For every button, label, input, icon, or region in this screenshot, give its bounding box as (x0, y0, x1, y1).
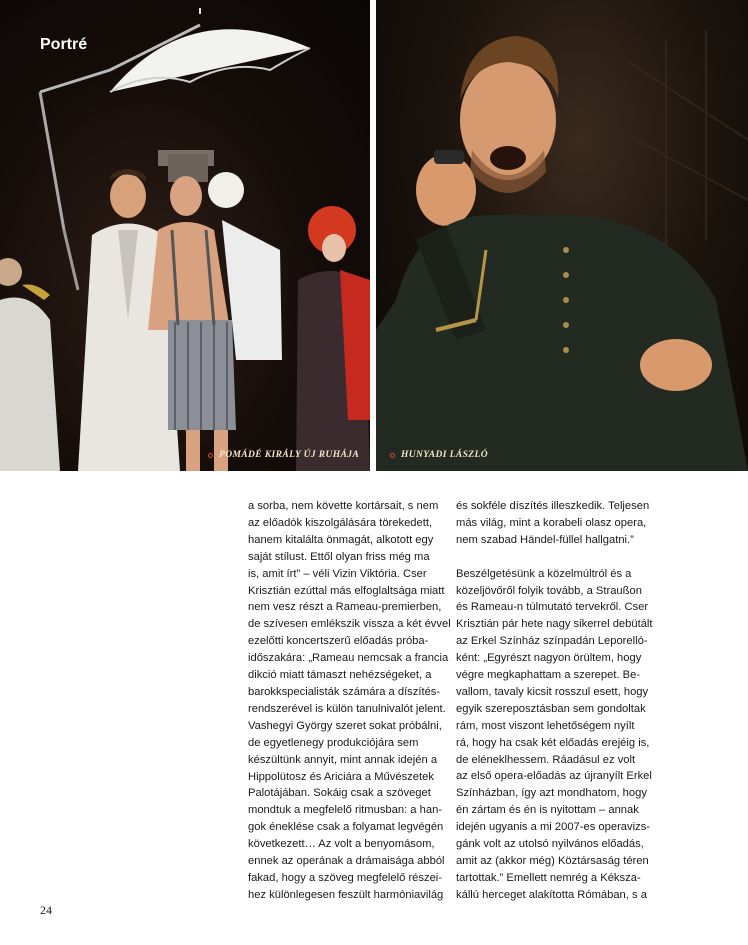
text-line: és sokféle díszítés illeszkedik. Teljesen (456, 500, 650, 512)
text-line: vallom, tavaly kicsit rosszul esett, hogy (456, 685, 649, 698)
text-line: az Erkel Színház színpadán Leporelló- (456, 635, 648, 648)
text-line: következett… Az volt a benyomásom, (248, 838, 435, 851)
page-number: 24 (40, 903, 52, 917)
article-column-2 (456, 498, 652, 904)
singer-portrait-illustration (376, 0, 748, 471)
text-line: egyik szereposztásban sem gondoltak (456, 702, 646, 715)
text-line: én zártam és én is nyitottam – annak (456, 804, 639, 817)
text-line: időszakára: „Rameau nemcsak a francia (248, 652, 449, 665)
text-line: Színházban, így azt mondhatom, hogy (456, 787, 647, 800)
text-line: rám, most viszont lehetőségem nyílt (456, 719, 635, 732)
text-line: készültünk annyit, mint annak idején a (248, 753, 438, 766)
text-line: Krisztián ezúttal más elfoglaltsága miatt (248, 584, 445, 597)
section-label: Portré (40, 36, 88, 53)
text-line: az első opera-előadás az újranyílt Erkel (456, 770, 652, 783)
text-line: végre megkaphattam a szerepet. Be- (456, 669, 641, 682)
text-line: más világ, mint a korabeli olasz opera, (456, 516, 647, 529)
text-line: ennek az operának a drámaisága abból (248, 855, 445, 868)
text-line: idején ugyanis a mi 2007-es operavizs- (456, 821, 651, 834)
stage-photo-hunyadi (376, 0, 748, 471)
text-line: fakad, hogy a szöveg megfelelő részei- (248, 871, 443, 884)
text-line: de szívesen emlékszik vissza a két évvel (248, 618, 451, 631)
text-line: gánk volt az utolsó nyilvános előadás, (456, 838, 644, 851)
text-line: saját stílust. Ettől olyan friss még ma (248, 550, 430, 563)
text-line: nem vesz részt a Rameau-premierben, (248, 601, 442, 614)
text-line: is, amit írt” – véli Vizin Viktória. Cser (248, 567, 427, 580)
text-line: nem szabad Händel-füllel hallgatni.” (456, 533, 634, 546)
caption-pomade (208, 450, 359, 460)
text-line: barokkspecialisták számára a díszítés- (248, 685, 441, 698)
text-line: mondtuk a megfelelő ritmusban: a han- (248, 804, 443, 817)
caption-bullet-icon (208, 453, 213, 458)
text-line: rendszerével is külön tanulnivalót jelent. (248, 702, 446, 715)
text-line: amit az (akkor még) Köztársaság téren (456, 855, 649, 868)
article-column-1 (248, 498, 451, 904)
caption-hunyadi (390, 450, 488, 460)
text-line: dikció miatt támaszt nehézségeket, a (248, 669, 432, 682)
text-line: de eléneklhessem. Ráadásul ez volt (456, 753, 636, 766)
text-line: tartottak.” Emellett nemrég a Kéksza- (456, 871, 641, 884)
text-line: de egyetlenegy produkciójára sem (248, 736, 419, 749)
text-line: ként: „Egyrészt nagyon örültem, hogy (456, 652, 642, 665)
text-line: közeljövőről folyik tovább, a Straußon (456, 584, 642, 597)
text-line: az előadók kiszolgálására törekedett, (248, 516, 433, 529)
text-line: Vashegyi György szeret sokat próbálni, (248, 719, 442, 732)
text-line: hez különlegesen feszült harmóniavilág (248, 888, 444, 901)
text-line: Hippolütosz és Ariciára a Művészetek (248, 770, 434, 783)
paragraph-gap (456, 549, 652, 566)
stage-photo-pomade (0, 0, 370, 471)
photo-band (0, 0, 748, 471)
text-line: Krisztián pár hete nagy sikerrel debütált (456, 618, 653, 631)
text-line: ezelőtti koncertszerű előadás próba- (248, 635, 429, 648)
text-line: gok éneklése csak a folyamat legvégén (248, 821, 444, 834)
caption-bullet-icon (390, 453, 395, 458)
text-line: kállú herceget alakította Rómában, s a (456, 888, 647, 901)
caption-text: HUNYADI LÁSZLÓ (401, 450, 488, 460)
text-line: a sorba, nem követte kortársait, s nem (248, 500, 439, 512)
stage-scene-illustration (0, 0, 370, 471)
text-line: Palotájában. Sokáig csak a szöveget (248, 787, 431, 800)
text-line: hanem kitalálta önmagát, alkotott egy (248, 533, 434, 546)
text-line: és Rameau-n túlmutató tervekről. Cser (456, 601, 649, 614)
text-line: rá, hogy ha csak két előadás erejéig is, (456, 736, 650, 749)
caption-text: POMÁDÉ KIRÁLY ÚJ RUHÁJA (219, 450, 360, 460)
text-line: Beszélgetésünk a közelmúltról és a (456, 567, 632, 580)
